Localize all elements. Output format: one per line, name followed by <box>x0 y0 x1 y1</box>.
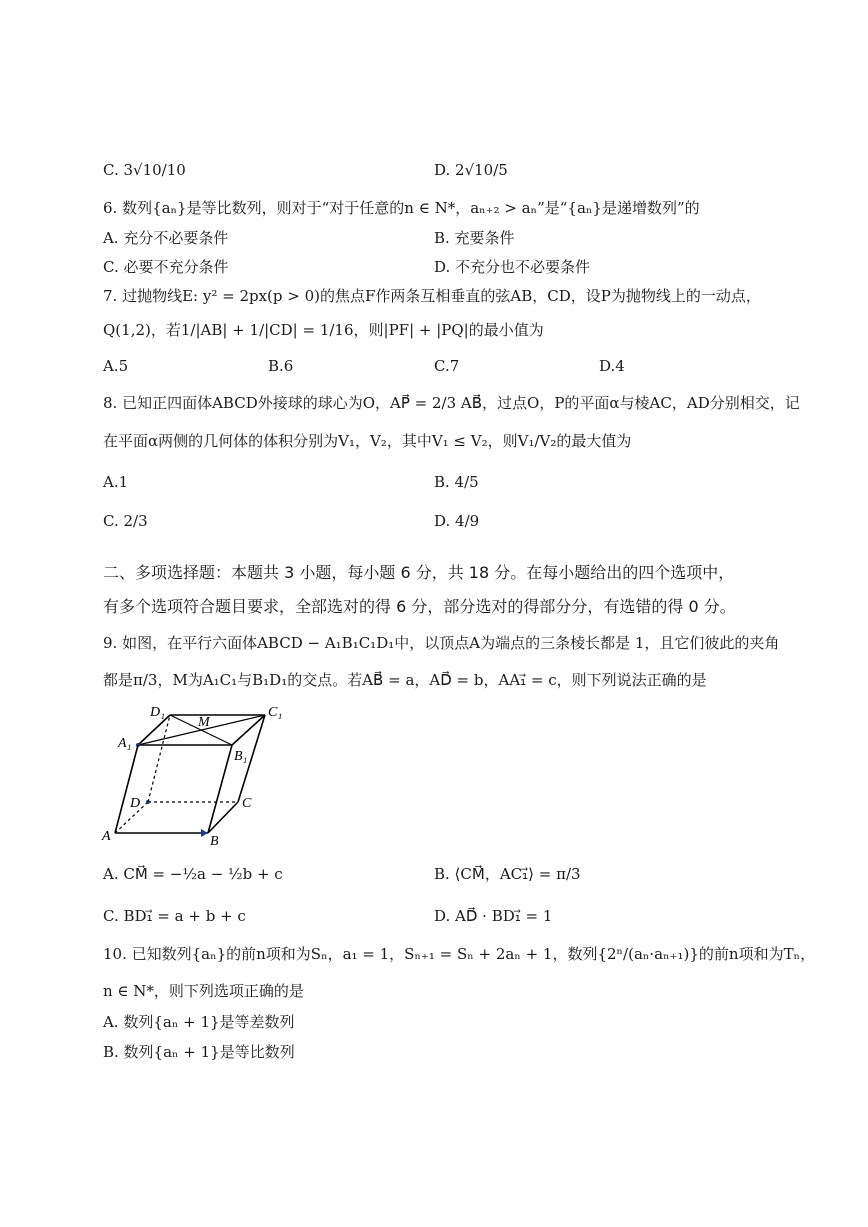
q9-line1: 9. 如图，在平行六面体ABCD − A₁B₁C₁D₁中，以顶点A为端点的三条棱长都是 1，且它们彼此的夹角 <box>103 634 780 652</box>
q10-line2: n ∈ N*，则下列选项正确的是 <box>103 982 304 1000</box>
q7-option-b: B.6 <box>268 357 294 375</box>
q10-option-b: B. 数列{aₙ + 1}是等比数列 <box>103 1043 295 1061</box>
q9-option-c: C. BD₁⃗ = a + b + c <box>103 907 246 925</box>
q6-option-a: A. 充分不必要条件 <box>103 229 229 247</box>
q6-option-d: D. 不充分也不必要条件 <box>434 258 591 276</box>
q8-option-a: A.1 <box>103 473 129 491</box>
label-B: B <box>210 834 219 849</box>
label-C: C <box>242 796 252 811</box>
arrow-B <box>201 829 208 837</box>
q8-option-b: B. 4/5 <box>434 473 479 491</box>
q10-option-a: A. 数列{aₙ + 1}是等差数列 <box>103 1013 295 1031</box>
edge-AA1 <box>115 745 141 833</box>
label-A: A <box>102 829 111 844</box>
q10-line1: 10. 已知数列{aₙ}的前n项和为Sₙ，a₁ = 1，Sₙ₊₁ = Sₙ + 2aₙ + 1，数列{2ⁿ/(aₙ·aₙ₊₁)}的前n项和为Tₙ， <box>103 945 816 963</box>
parallelepiped-figure <box>100 700 300 850</box>
q8-line1: 8. 已知正四面体ABCD外接球的球心为O，AP⃗ = 2/3 AB⃗，过点O，P的平面α与棱AC，AD分别相交，记 <box>103 394 800 412</box>
q8-option-d: D. 4/9 <box>434 512 480 530</box>
q7-option-c: C.7 <box>434 357 460 375</box>
label-A1: A₁ <box>118 736 132 751</box>
q5-option-d: D. 2√10/5 <box>434 161 508 179</box>
q6-option-b: B. 充要条件 <box>434 229 515 247</box>
parallelepiped-diagram <box>100 700 300 850</box>
q7-option-a: A.5 <box>103 357 129 375</box>
label-D: D <box>130 796 141 811</box>
label-C1: C₁ <box>268 705 283 720</box>
q8-option-c: C. 2/3 <box>103 512 148 530</box>
q7-line2: Q(1,2)，若1/|AB| + 1/|CD| = 1/16，则|PF| + |PQ|的最小值为 <box>103 321 544 339</box>
label-B1: B₁ <box>234 749 248 764</box>
label-D1: D₁ <box>150 705 165 720</box>
q8-line2: 在平面α两侧的几何体的体积分别为V₁，V₂，其中V₁ ≤ V₂，则V₁/V₂的最大值为 <box>103 432 632 450</box>
edge-DD1 <box>148 715 170 802</box>
q6-stem: 6. 数列{aₙ}是等比数列，则对于“对于任意的n ∈ N*，aₙ₊₂ > aₙ”是“{aₙ}是递增数列”的 <box>103 199 700 217</box>
label-M: M <box>198 715 210 730</box>
q5-option-c: C. 3√10/10 <box>103 161 186 179</box>
q9-line2: 都是π/3，M为A₁C₁与B₁D₁的交点。若AB⃗ = a，AD⃗ = b，AA₁⃗ = c，则下列说法正确的是 <box>103 671 707 689</box>
section2-line1: 二、多项选择题：本题共 3 小题，每小题 6 分，共 18 分。在每小题给出的四个选项中， <box>103 563 735 582</box>
section2-line2: 有多个选项符合题目要求，全部选对的得 6 分，部分选对的得部分分，有选错的得 0 分。 <box>103 597 736 616</box>
q9-option-a: A. CM⃗ = −½a − ½b + c <box>103 865 283 883</box>
q9-option-b: B. ⟨CM⃗，AC₁⃗⟩ = π/3 <box>434 865 581 883</box>
q9-option-d: D. AD⃗ · BD₁⃗ = 1 <box>434 907 553 925</box>
q6-option-c: C. 必要不充分条件 <box>103 258 229 276</box>
q7-line1: 7. 过抛物线E: y² = 2px(p > 0)的焦点F作两条互相垂直的弦AB，CD，设P为抛物线上的一动点， <box>103 287 761 305</box>
q7-option-d: D.4 <box>599 357 625 375</box>
